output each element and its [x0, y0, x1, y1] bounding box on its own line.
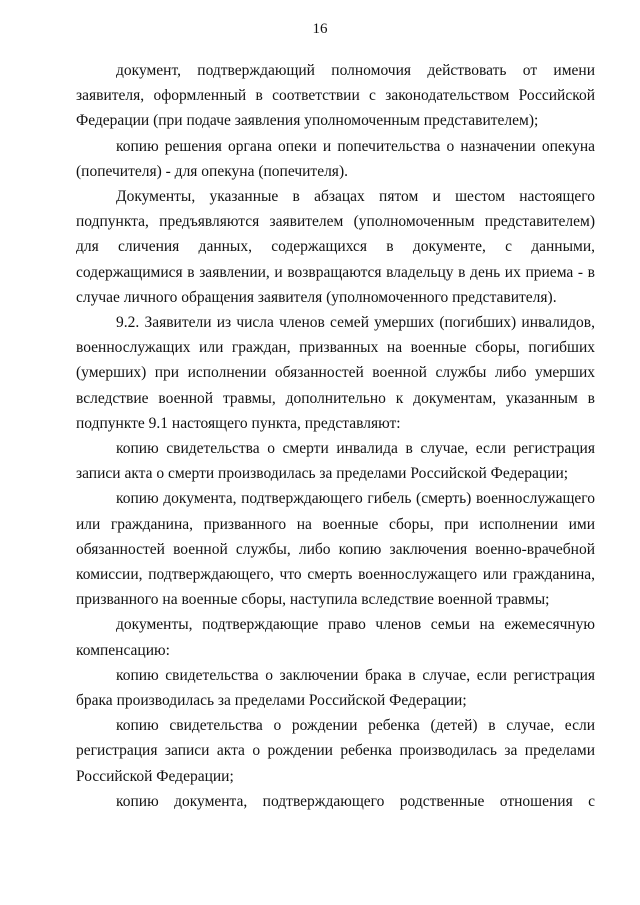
- paragraph-marriage-certificate: копию свидетельства о заключении брака в случае, если регистрация брака производилась за пределами Российской Федерации;: [76, 666, 595, 710]
- body-text: [76, 58, 595, 814]
- paragraph-power-of-attorney: документ, подтверждающий полномочия действовать от имени заявителя, оформленный в соответствии с законодательством Российской Федерации (при подаче заявления уполномоченным представителем);: [76, 62, 595, 130]
- paragraph-9-2-family-members: 9.2. Заявители из числа членов семей умерших (погибших) инвалидов, военнослужащих или граждан, призванных на военные сборы, погибших (умерших) при исполнении обязанностей военной службы либо умерших вследствие военной травмы, дополнительно к документам, указанным в подпункте 9.1 настоящего пункта, представляют:: [76, 314, 595, 432]
- paragraph-kinship-document: копию документа, подтверждающего родственные отношения с: [116, 792, 595, 810]
- paragraph-guardianship-decision: копию решения органа опеки и попечительства о назначении опекуна (попечителя) - для опекуна (попечителя).: [76, 137, 595, 180]
- paragraph-compensation-right: документы, подтверждающие право членов семьи на ежемесячную компенсацию:: [76, 616, 595, 659]
- paragraph-birth-certificate: копию свидетельства о рождении ребенка (детей) в случае, если регистрация записи акта о рождении ребенка производилась за пределами Российской Федерации;: [76, 717, 595, 785]
- page-number: 16: [312, 21, 328, 37]
- paragraph-death-confirmation: копию документа, подтверждающего гибель (смерть) военнослужащего или гражданина, призванного на военные сборы, при исполнении ими обязанностей военной службы, либо копию заключения военно-врачебной комиссии, подтверждающего, что смерть военнослужащего или гражданина, призванного на военные сборы, наступила вследствие военной травмы;: [76, 490, 595, 609]
- paragraph-death-certificate: копию свидетельства о смерти инвалида в случае, если регистрация записи акта о смерти производилась за пределами Российской Федерации;: [76, 440, 595, 483]
- paragraph-documents-verification: Документы, указанные в абзацах пятом и шестом настоящего подпункта, предъявляются заявителем (уполномоченным представителем) для сличения данных, содержащихся в документе, с данными, содержащимися в заявлении, и возвращаются владельцу в день их приема - в случае личного обращения заявителя (уполномоченного представителя).: [76, 188, 595, 306]
